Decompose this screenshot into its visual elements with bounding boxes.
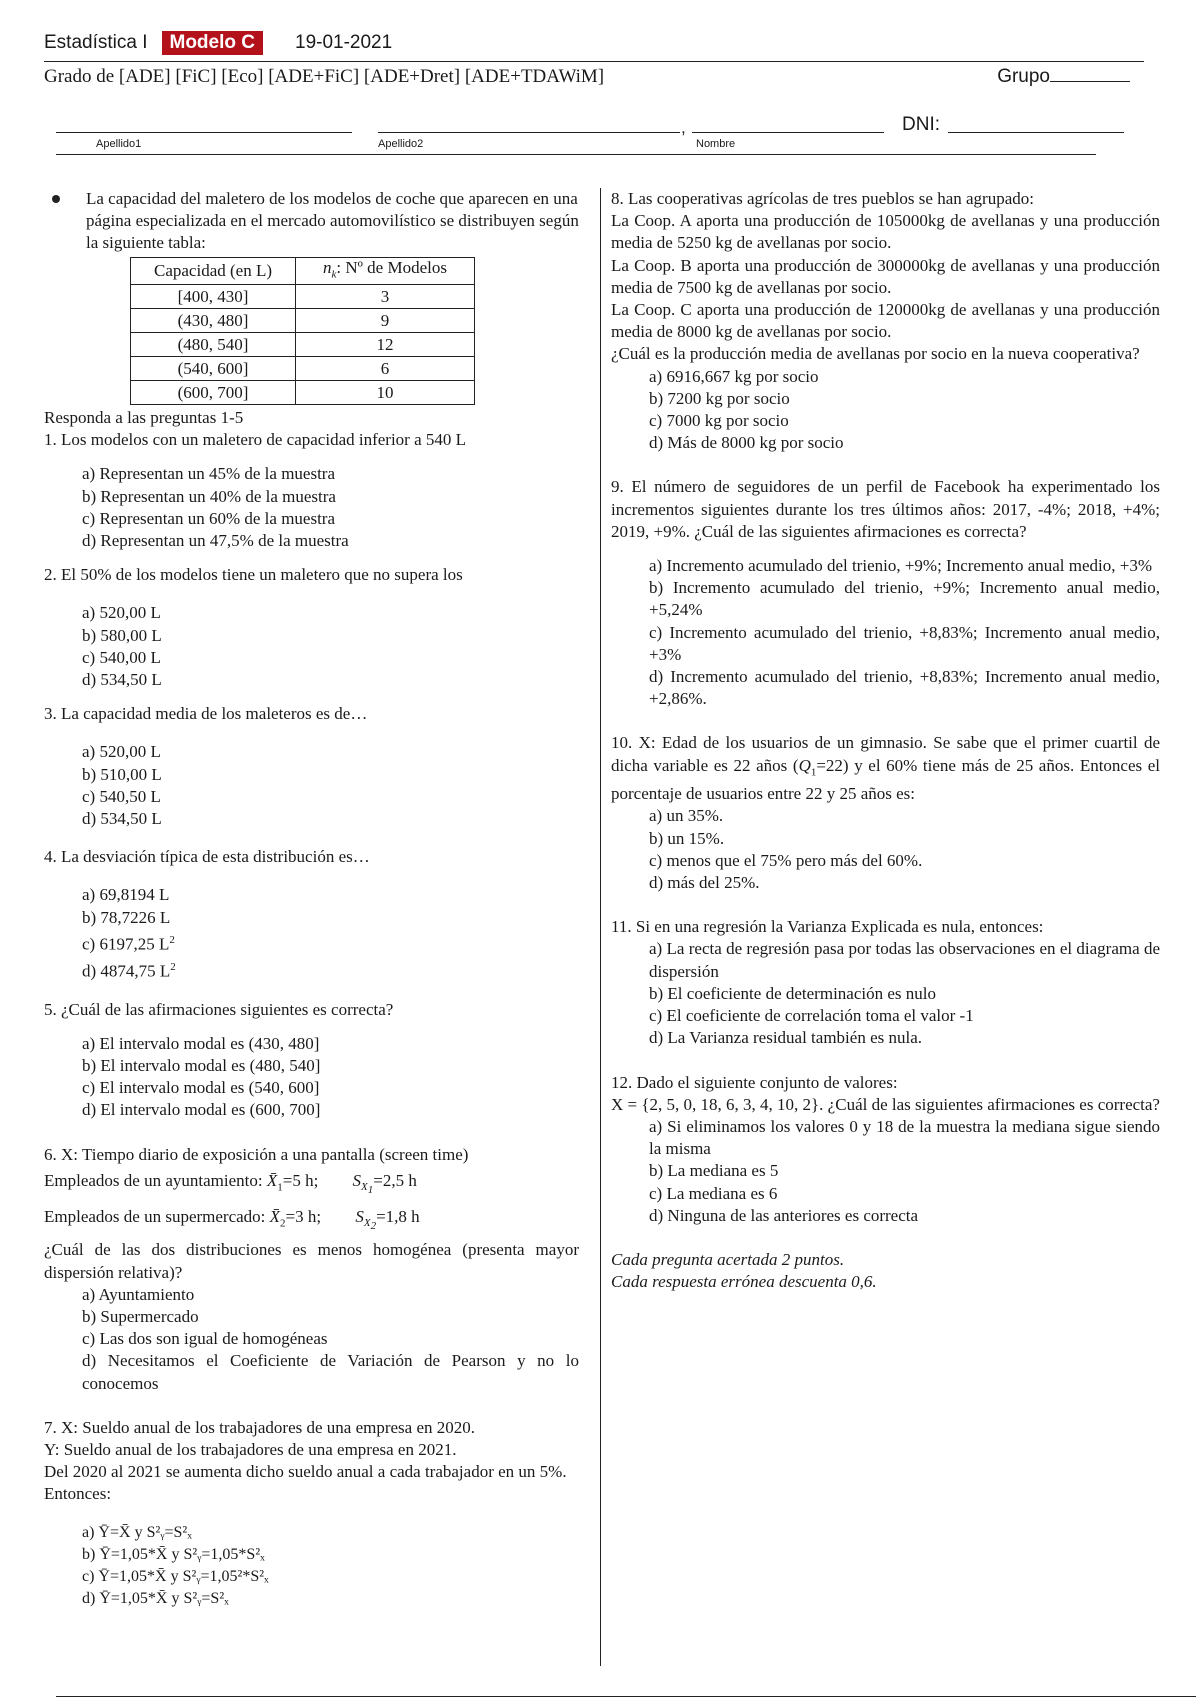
q1-option-a[interactable]: a) Representan un 45% de la muestra (82, 464, 336, 484)
q12-line-1: 12. Dado el siguiente conjunto de valores: (611, 1072, 898, 1092)
question-10-text: 10. X: Edad de los usuarios de un gimnasio. Se sabe que el primer cuartil de dicha variable es 22 años $(Q_1=22)$ y el 60% tiene más de 25 años. Entonces el porcentaje de usuarios entre 22 y 25 años es: (611, 733, 1161, 804)
question-5-text: 5. ¿Cuál de las afirmaciones siguientes es correcta? (44, 999, 394, 1019)
q3-option-c[interactable]: c) 540,50 L (82, 786, 161, 806)
question-4 (44, 846, 579, 982)
degree-line: Grado de [ADE] [FiC] [Eco] [ADE+FiC] [ADE+Dret] [ADE+TDAWiM] (44, 66, 605, 87)
q6-option-d[interactable]: d) Necesitamos el Coeficiente de Variación de Pearson y no lo conocemos (82, 1351, 579, 1393)
q3-option-d[interactable]: d) 534,50 L (82, 809, 162, 829)
question-9 (611, 476, 1160, 710)
question-6 (44, 1144, 579, 1395)
nombre-field[interactable] (692, 132, 884, 133)
q7-line-3: Del 2020 al 2021 se aumenta dicho sueldo anual a cada trabajador en un 5%. Entonces: (44, 1462, 567, 1504)
question-6-text: 6. X: Tiempo diario de exposición a una pantalla (screen time) (44, 1144, 469, 1164)
question-1 (44, 429, 579, 552)
apellido2-field[interactable] (378, 132, 680, 133)
q4-option-a[interactable]: a) 69,8194 L (82, 885, 170, 905)
apellido1-field[interactable] (56, 132, 352, 133)
q8-option-b[interactable]: b) 7200 kg por socio (649, 388, 790, 408)
q5-option-d[interactable]: d) El intervalo modal es (600, 700] (82, 1100, 321, 1120)
q6-option-a[interactable]: a) Ayuntamiento (82, 1284, 195, 1304)
course-title: Estadística I (44, 32, 148, 53)
table-row (131, 357, 475, 381)
q3-option-a[interactable]: a) 520,00 L (82, 742, 161, 762)
q8-question: ¿Cuál es la producción media de avellanas por socio en la nueva cooperativa? (611, 344, 1140, 364)
q2-option-b[interactable]: b) 580,00 L (82, 625, 162, 645)
q3-option-b[interactable]: b) 510,00 L (82, 764, 162, 784)
question-3-text: 3. La capacidad media de los maleteros es de… (44, 704, 368, 724)
q8-line-1: 8. Las cooperativas agrícolas de tres pueblos se han agrupado: (611, 189, 1034, 208)
question-11-text: 11. Si en una regresión la Varianza Explicada es nula, entonces: (611, 917, 1044, 937)
question-9-text: 9. El número de seguidores de un perfil de Facebook ha experimentado los incrementos siguientes durante los tres últimos años: 2017, -4%; 2018, +4%; 2019, +9%. ¿Cuál de las siguientes afirmaciones es correcta? (611, 477, 1160, 541)
q1-option-d[interactable]: d) Representan un 47,5% de la muestra (82, 531, 349, 551)
q1-option-b[interactable]: b) Representan un 40% de la muestra (82, 486, 336, 506)
table-row (131, 285, 475, 309)
scoring-line-2: Cada respuesta errónea descuenta 0,6. (611, 1272, 877, 1292)
q12-option-b[interactable]: b) La mediana es 5 (649, 1161, 779, 1181)
q11-option-d[interactable]: d) La Varianza residual también es nula. (649, 1028, 922, 1048)
table-cell: [400, 430] (131, 285, 296, 309)
table-cell: 12 (296, 333, 475, 357)
q11-option-b[interactable]: b) El coeficiente de determinación es nulo (649, 983, 936, 1003)
comma-separator: , (681, 118, 686, 137)
table-cell: 9 (296, 309, 475, 333)
q1-option-c[interactable]: c) Representan un 60% de la muestra (82, 508, 336, 528)
q7-option-c[interactable]: c) Ȳ=1,05*X̄ y S²ᵧ=1,05²*S²ₓ (82, 1568, 269, 1585)
column-divider (600, 188, 601, 1666)
q9-option-d[interactable]: d) Incremento acumulado del trienio, +8,83%; Incremento anual medio, +2,86%. (649, 667, 1160, 709)
bottom-rule (56, 1696, 1196, 1697)
left-column (44, 188, 579, 1610)
right-column (611, 188, 1160, 1293)
group-label: Grupo (997, 66, 1050, 87)
q2-option-a[interactable]: a) 520,00 L (82, 603, 161, 623)
q10-option-b[interactable]: b) un 15%. (649, 828, 725, 848)
q2-option-d[interactable]: d) 534,50 L (82, 670, 162, 690)
q8-option-c[interactable]: c) 7000 kg por socio (649, 411, 789, 431)
q5-option-c[interactable]: c) El intervalo modal es (540, 600] (82, 1078, 320, 1098)
question-11 (611, 916, 1160, 1049)
question-2-text: 2. El 50% de los modelos tiene un maletero que no supera los (44, 565, 463, 585)
q12-option-d[interactable]: d) Ninguna de las anteriores es correcta (649, 1205, 919, 1225)
q7-line-2: Y: Sueldo anual de los trabajadores de una empresa en 2021. (44, 1439, 457, 1459)
question-3 (44, 703, 579, 830)
table-header-capacity: Capacidad (en L) (131, 257, 296, 284)
intro-block (52, 188, 579, 255)
question-2 (44, 564, 579, 691)
q4-option-b[interactable]: b) 78,7226 L (82, 907, 171, 927)
header-line-1 (44, 30, 1144, 56)
header-rule-2 (56, 154, 1096, 155)
q7-line-1: 7. X: Sueldo anual de los trabajadores de una empresa en 2020. (44, 1417, 476, 1437)
q10-option-c[interactable]: c) menos que el 75% pero más del 60%. (649, 850, 923, 870)
q10-option-d[interactable]: d) más del 25%. (649, 873, 760, 893)
group-field[interactable] (997, 66, 1130, 88)
q8-coop-b: La Coop. B aporta una producción de 300000kg de avellanas y una producción media de 7500 kg de avellanas por socio. (611, 255, 1160, 297)
bullet-icon (52, 195, 60, 203)
q8-coop-c: La Coop. C aporta una producción de 120000kg de avellanas y una producción media de 8000 kg de avellanas por socio. (611, 300, 1160, 342)
table-cell: (600, 700] (131, 381, 296, 405)
table-cell: 6 (296, 357, 475, 381)
table-cell: (480, 540] (131, 333, 296, 357)
exam-date: 19-01-2021 (295, 32, 393, 53)
table-cell: 10 (296, 381, 475, 405)
exam-header (44, 30, 1144, 88)
q12-option-a[interactable]: a) Si eliminamos los valores 0 y 18 de la muestra la mediana sigue siendo la misma (649, 1116, 1160, 1159)
question-12 (611, 1072, 1160, 1227)
scoring-note (611, 1249, 1160, 1293)
dni-field[interactable] (948, 132, 1124, 133)
q11-option-a[interactable]: a) La recta de regresión pasa por todas las observaciones en el diagrama de dispersión (649, 939, 1160, 981)
table-header-models: $n_k$: Nº de Modelos (296, 257, 475, 284)
q6-line-ayuntamiento: Empleados de un ayuntamiento: $X̄_1=5$ h; $S_{X_1}=2,5$ h (44, 1170, 417, 1197)
q7-option-d[interactable]: d) Ȳ=1,05*X̄ y S²ᵧ=S²ₓ (82, 1590, 229, 1608)
q9-option-a[interactable]: a) Incremento acumulado del trienio, +9%; Incremento anual medio, +3% (649, 556, 1153, 576)
question-4-text: 4. La desviación típica de esta distribución es… (44, 847, 370, 867)
q7-option-b[interactable]: b) Ȳ=1,05*X̄ y S²ᵧ=1,05*S²ₓ (82, 1545, 265, 1563)
apellido1-label: Apellido1 (96, 138, 142, 150)
apellido2-label: Apellido2 (378, 138, 424, 150)
q5-option-a[interactable]: a) El intervalo modal es (430, 480] (82, 1033, 320, 1053)
q8-option-d[interactable]: d) Más de 8000 kg por socio (649, 433, 844, 453)
table-header-row (131, 257, 475, 284)
table-row (131, 333, 475, 357)
q4-option-d[interactable]: d) 4874,75 $L^2$ (82, 960, 176, 981)
table-row (131, 381, 475, 405)
q4-option-c[interactable]: c) 6197,25 $L^2$ (82, 933, 175, 954)
q8-coop-a: La Coop. A aporta una producción de 105000kg de avellanas y una producción media de 5250 kg de avellanas por socio. (611, 211, 1160, 253)
question-1-text: 1. Los modelos con un maletero de capacidad inferior a 540 L (44, 430, 467, 450)
q12-option-c[interactable]: c) La mediana es 6 (649, 1183, 778, 1203)
table-cell: 3 (296, 285, 475, 309)
q10-option-a[interactable]: a) un 35%. (649, 806, 724, 826)
nombre-label: Nombre (696, 138, 736, 150)
dni-label: DNI: (902, 114, 940, 135)
table-row (131, 309, 475, 333)
scoring-line-1: Cada pregunta acertada 2 puntos. (611, 1249, 845, 1269)
q6-option-c[interactable]: c) Las dos son igual de homogéneas (82, 1329, 328, 1349)
q2-option-c[interactable]: c) 540,00 L (82, 647, 161, 667)
q9-option-b[interactable]: b) Incremento acumulado del trienio, +9%; Incremento anual medio, +5,24% (649, 578, 1160, 620)
question-5 (44, 999, 579, 1122)
q8-option-a[interactable]: a) 6916,667 kg por socio (649, 366, 819, 386)
table-cell: (540, 600] (131, 357, 296, 381)
q7-option-a[interactable]: a) Ȳ=X̄ y S²ᵧ=S²ₓ (82, 1523, 192, 1541)
q6-question: ¿Cuál de las dos distribuciones es menos homogénea (presenta mayor dispersión relativa)? (44, 1240, 579, 1282)
header-line-2 (44, 66, 1144, 88)
model-badge: Modelo C (162, 31, 264, 55)
q11-option-c[interactable]: c) El coeficiente de correlación toma el valor -1 (649, 1006, 974, 1026)
table-cell: (430, 480] (131, 309, 296, 333)
intro-text: La capacidad del maletero de los modelos de coche que aparecen en una página especializada en el mercado automovilístico se distribuyen según la siguiente tabla: (86, 189, 579, 253)
q6-option-b[interactable]: b) Supermercado (82, 1306, 199, 1326)
question-10 (611, 732, 1160, 894)
q9-option-c[interactable]: c) Incremento acumulado del trienio, +8,83%; Incremento anual medio, +3% (649, 622, 1160, 664)
header-rule (44, 61, 1144, 62)
q12-line-2: X = {2, 5, 0, 18, 6, 3, 4, 10, 2}. ¿Cuál de las siguientes afirmaciones es correcta? (611, 1094, 1160, 1114)
question-8 (611, 188, 1160, 454)
respond-instruction: Responda a las preguntas 1-5 (44, 408, 244, 427)
q5-option-b[interactable]: b) El intervalo modal es (480, 540] (82, 1055, 321, 1075)
question-7 (44, 1417, 579, 1611)
capacity-table (130, 257, 475, 405)
q6-line-supermercado: Empleados de un supermercado: $X̄_2=3$ h; $S_{X_2}=1,8$ h (44, 1206, 420, 1233)
